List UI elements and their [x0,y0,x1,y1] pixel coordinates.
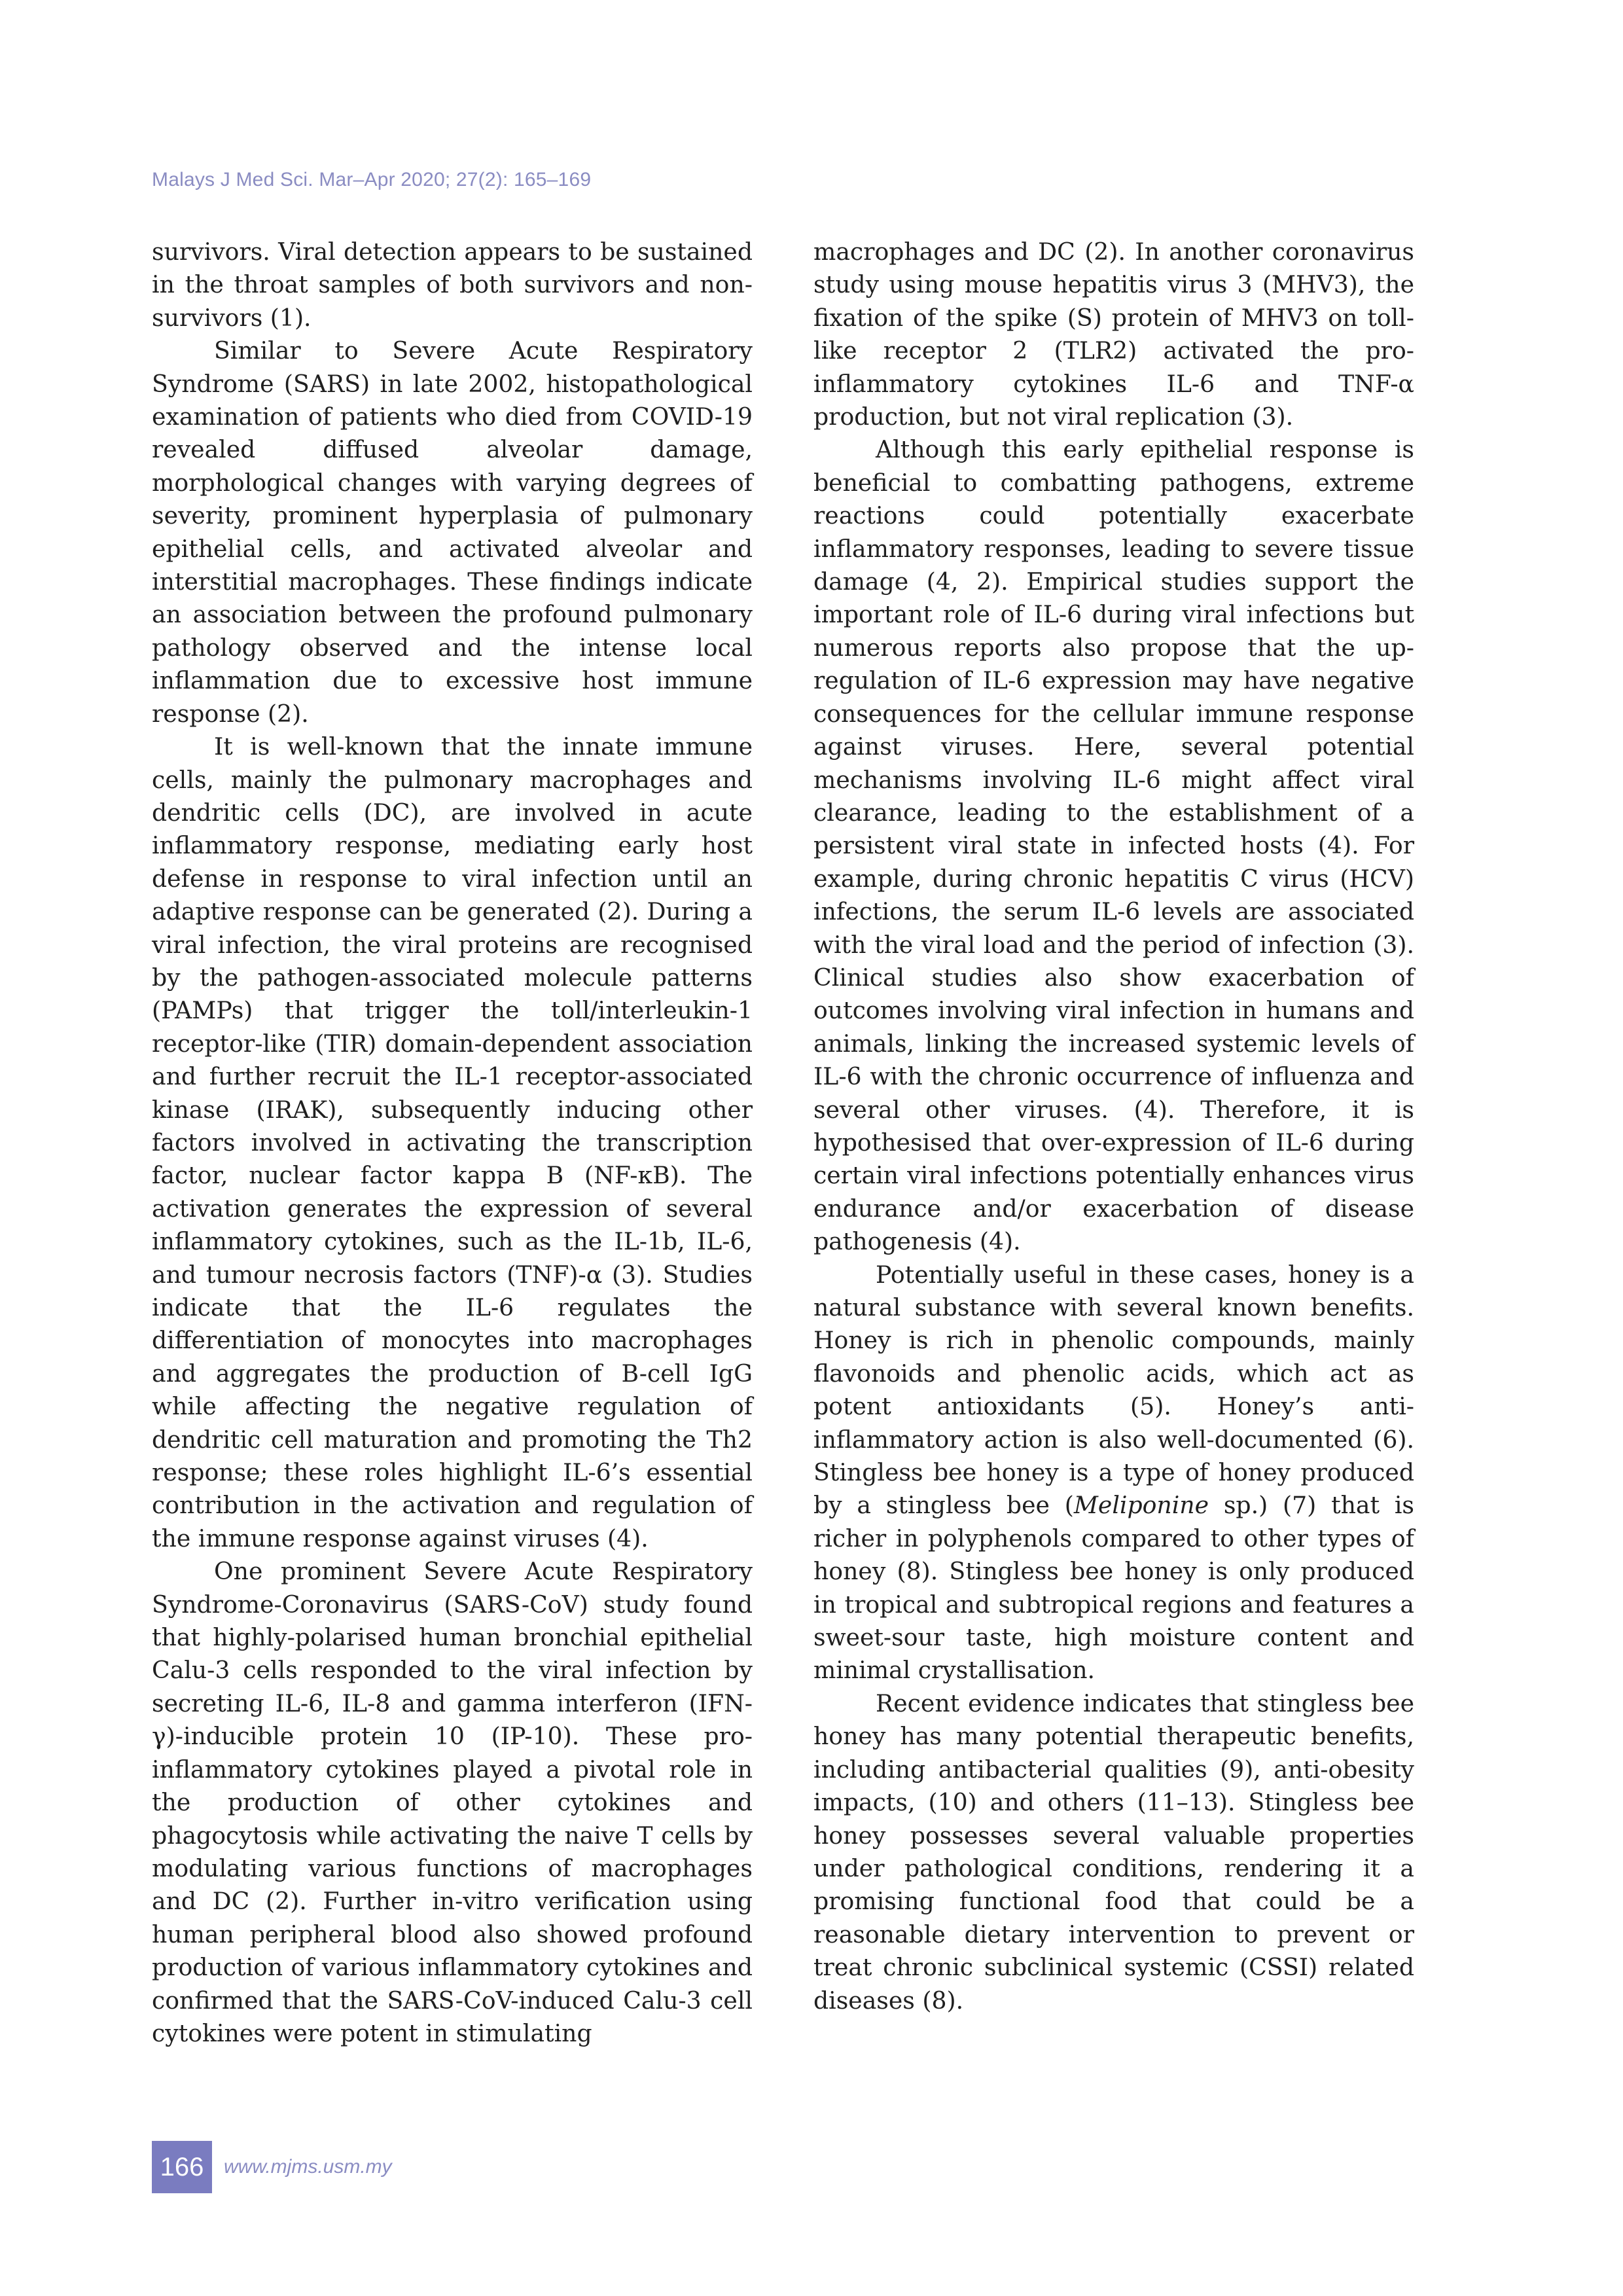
paragraph: One prominent Severe Acute Respiratory Syndrome-Coronavirus (SARS-CoV) study found that highly-polarised human bronchial epithelial Calu-3 cells responded to the viral infection by secreting IL-6, IL-8 and gamma interferon (IFN-γ)-inducible protein 10 (IP-10). These pro-inflammatory cytokines played a pivotal role in the production of other cytokines and phagocytosis while activating the naive T cells by modulating various functions of macrophages and DC (2). Further in-vitro verification using human peripheral blood also showed profound production of various inflammatory cytokines and confirmed that the SARS-CoV-induced Calu-3 cell cytokines were potent in stimulating [152,1557,753,2047]
paragraph-text: Potentially useful in these cases, honey is a natural substance with several known benefits. Honey is rich in phenolic compounds, mainly flavonoids and phenolic acids, which act as potent antioxidants (5). Honey’s anti-inflammatory action is also well-documented (6). Stingless bee honey is a type of honey produced by a stingless bee ( [813,1260,1414,1520]
paragraph [813,1259,1414,1687]
species-name-italic: Meliponine [1073,1491,1209,1520]
left-column [152,236,753,2050]
paragraph: survivors. Viral detection appears to be sustained in the throat samples of both survivors and non-survivors (1). [152,238,753,332]
paragraph: Similar to Severe Acute Respiratory Syndrome (SARS) in late 2002, histopathological examination of patients who died from COVID-19 revealed diffused alveolar damage, morphological changes with varying degrees of severity, prominent hyperplasia of pulmonary epithelial cells, and activated alveolar and interstitial macrophages. These findings indicate an association between the profound pulmonary pathology observed and the intense local inflammation due to excessive host immune response (2). [152,336,753,728]
page-number-badge: 166 [152,2141,212,2193]
paragraph: Although this early epithelial response is beneficial to combatting pathogens, extreme reactions could potentially exacerbate inflammatory responses, leading to severe tissue damage (4, 2). Empirical studies support the important role of IL-6 during viral infections but numerous reports also propose that the up-regulation of IL-6 expression may have negative consequences for the cellular immune response against viruses. Here, several potential mechanisms involving IL-6 might affect viral clearance, leading to the establishment of a persistent viral state in infected hosts (4). For example, during chronic hepatitis C virus (HCV) infections, the serum IL-6 levels are associated with the viral load and the period of infection (3). Clinical studies also show exacerbation of outcomes involving viral infection in humans and animals, linking the increased systemic levels of IL-6 with the chronic occurrence of influenza and several other viruses. (4). Therefore, it is hypothesised that over-expression of IL-6 during certain viral infections potentially enhances virus endurance and/or exacerbation of disease pathogenesis (4). [813,435,1414,1256]
journal-url[interactable]: www.mjms.usm.my [224,2156,392,2178]
paragraph: It is well-known that the innate immune cells, mainly the pulmonary macrophages and dendritic cells (DC), are involved in acute inflammatory response, mediating early host defense in response to viral infection until an adaptive response can be generated (2). During a viral infection, the viral proteins are recognised by the pathogen-associated molecule patterns (PAMPs) that trigger the toll/interleukin-1 receptor-like (TIR) domain-dependent association and further recruit the IL-1 receptor-associated kinase (IRAK), subsequently inducing other factors involved in activating the transcription factor, nuclear factor kappa B (NF-κB). The activation generates the expression of several inflammatory cytokines, such as the IL-1b, IL-6, and tumour necrosis factors (TNF)-α (3). Studies indicate that the IL-6 regulates the differentiation of monocytes into macrophages and aggregates the production of B-cell IgG while affecting the negative regulation of dendritic cell maturation and promoting the Th2 response; these roles highlight IL-6’s essential contribution in the activation and regulation of the immune response against viruses (4). [152,732,753,1552]
paragraph: Recent evidence indicates that stingless bee honey has many potential therapeutic benefits, including antibacterial qualities (9), anti-obesity impacts, (10) and others (11–13). Stingless bee honey possesses several valuable properties under pathological conditions, rendering it a promising functional food that could be a reasonable dietary intervention to prevent or treat chronic subclinical systemic (CSSI) related diseases (8). [813,1689,1414,2015]
running-header-citation: Malays J Med Sci. Mar–Apr 2020; 27(2): 165–169 [152,169,592,190]
right-column [813,236,1414,2017]
paragraph-text: sp.) (7) that is richer in polyphenols compared to other types of honey (8). Stingless bee honey is only produced in tropical and subtropical regions and features a sweet-sour taste, high moisture content and minimal crystallisation. [813,1491,1414,1685]
paragraph: macrophages and DC (2). In another coronavirus study using mouse hepatitis virus 3 (MHV3), the fixation of the spike (S) protein of MHV3 on toll-like receptor 2 (TLR2) activated the pro-inflammatory cytokines IL-6 and TNF-α production, but not viral replication (3). [813,238,1414,431]
page-footer [152,2141,392,2193]
